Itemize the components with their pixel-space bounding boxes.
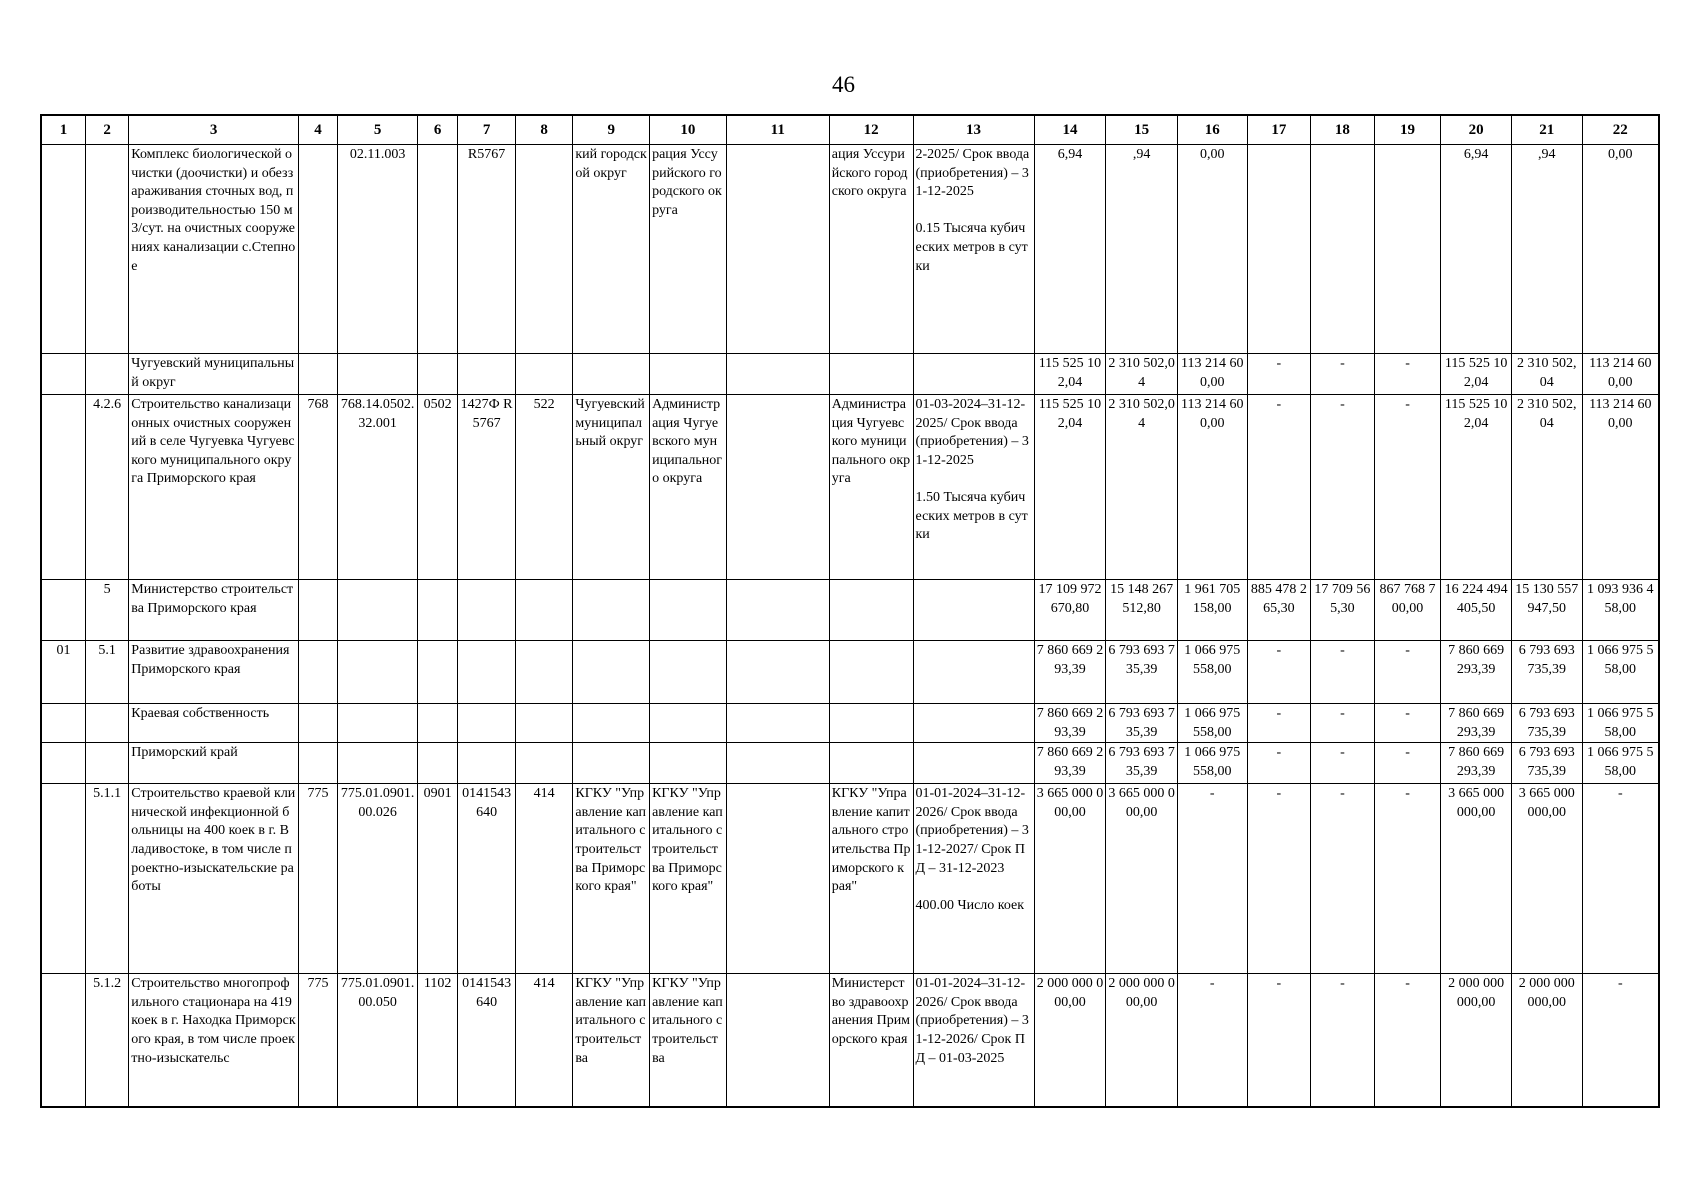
table-cell-col-15: 15 148 267 512,80: [1106, 580, 1178, 641]
table-cell-col-10: [650, 641, 727, 704]
table-cell-col-17: -: [1247, 395, 1311, 580]
table-cell-col-5: 775.01.0901.00.026: [338, 784, 418, 974]
table-cell-col-20: 16 224 494 405,50: [1441, 580, 1512, 641]
column-header-11: 11: [726, 115, 829, 145]
table-cell-col-1: [41, 395, 85, 580]
table-cell-col-14: 3 665 000 000,00: [1034, 784, 1106, 974]
table-cell-col-14: 115 525 102,04: [1034, 395, 1106, 580]
table-cell-col-4: [298, 743, 337, 784]
table-cell-col-12: Министерство здравоохранения Приморского края: [829, 974, 913, 1108]
column-header-14: 14: [1034, 115, 1106, 145]
table-cell-col-9: [573, 743, 650, 784]
column-header-3: 3: [129, 115, 299, 145]
table-row: [41, 743, 1659, 784]
page-number: 46: [832, 72, 855, 97]
table-cell-col-13: 2-2025/ Срок ввода (приобретения) – 31-12-2025 0.15 Тысяча кубических метров в сутки: [913, 145, 1034, 354]
table-cell-col-13: [913, 704, 1034, 743]
table-cell-col-8: 522: [515, 395, 573, 580]
column-header-20: 20: [1441, 115, 1512, 145]
table-cell-col-1: 01: [41, 641, 85, 704]
table-cell-col-9: КГКУ "Управление капитального строительства: [573, 974, 650, 1108]
table-cell-col-22: 113 214 600,00: [1582, 395, 1659, 580]
table-cell-col-15: 6 793 693 735,39: [1106, 704, 1178, 743]
table-cell-col-6: 0502: [417, 395, 457, 580]
table-cell-col-13: [913, 743, 1034, 784]
table-cell-col-20: 6,94: [1441, 145, 1512, 354]
table-cell-col-21: 6 793 693 735,39: [1511, 641, 1582, 704]
table-cell-col-19: -: [1374, 974, 1441, 1108]
table-cell-col-18: [1311, 145, 1375, 354]
column-header-22: 22: [1582, 115, 1659, 145]
column-header-8: 8: [515, 115, 573, 145]
table-cell-col-12: [829, 354, 913, 395]
table-cell-col-12: Администрация Чугуевского муниципального округа: [829, 395, 913, 580]
table-cell-col-13: [913, 580, 1034, 641]
table-cell-col-17: -: [1247, 743, 1311, 784]
table-cell-col-5: [338, 354, 418, 395]
table-cell-col-7: R5767: [458, 145, 516, 354]
table-cell-col-10: Администрация Чугуевского муниципального округа: [650, 395, 727, 580]
table-cell-col-3: Приморский край: [129, 743, 299, 784]
table-cell-col-6: [417, 704, 457, 743]
table-cell-col-16: 1 961 705 158,00: [1177, 580, 1247, 641]
table-cell-col-4: [298, 354, 337, 395]
table-cell-col-16: 113 214 600,00: [1177, 354, 1247, 395]
table-cell-col-17: [1247, 145, 1311, 354]
table-cell-col-7: [458, 354, 516, 395]
table-cell-col-22: 113 214 600,00: [1582, 354, 1659, 395]
table-cell-col-20: 7 860 669 293,39: [1441, 641, 1512, 704]
table-cell-col-1: [41, 784, 85, 974]
column-header-10: 10: [650, 115, 727, 145]
table-cell-col-13: 01-01-2024–31-12-2026/ Срок ввода (приобретения) – 31-12-2026/ Срок ПД – 01-03-2025: [913, 974, 1034, 1108]
column-header-12: 12: [829, 115, 913, 145]
table-cell-col-16: -: [1177, 974, 1247, 1108]
column-header-4: 4: [298, 115, 337, 145]
table-cell-col-17: -: [1247, 974, 1311, 1108]
table-cell-col-1: [41, 580, 85, 641]
table-cell-col-9: [573, 641, 650, 704]
table-cell-col-8: [515, 641, 573, 704]
table-cell-col-21: 3 665 000 000,00: [1511, 784, 1582, 974]
table-cell-col-3: Строительство канализационных очистных сооружений в селе Чугуевка Чугуевского муниципального округа Приморского края: [129, 395, 299, 580]
table-cell-col-21: 15 130 557 947,50: [1511, 580, 1582, 641]
table-cell-col-21: ,94: [1511, 145, 1582, 354]
table-cell-col-11: [726, 641, 829, 704]
table-cell-col-1: [41, 704, 85, 743]
table-cell-col-6: [417, 641, 457, 704]
table-cell-col-19: -: [1374, 641, 1441, 704]
table-cell-col-18: -: [1311, 641, 1375, 704]
table-row: [41, 704, 1659, 743]
table-cell-col-10: [650, 704, 727, 743]
table-cell-col-18: -: [1311, 743, 1375, 784]
table-row: [41, 641, 1659, 704]
table-cell-col-8: 414: [515, 974, 573, 1108]
table-cell-col-14: 7 860 669 293,39: [1034, 641, 1106, 704]
table-cell-col-18: -: [1311, 784, 1375, 974]
column-header-17: 17: [1247, 115, 1311, 145]
table-cell-col-2: [85, 704, 128, 743]
table-cell-col-3: Строительство краевой клинической инфекционной больницы на 400 коек в г. Владивостоке, в том числе проектно-изыскательские работы: [129, 784, 299, 974]
table-cell-col-2: 5: [85, 580, 128, 641]
table-cell-col-14: 7 860 669 293,39: [1034, 704, 1106, 743]
table-cell-col-17: -: [1247, 354, 1311, 395]
table-cell-col-14: 17 109 972 670,80: [1034, 580, 1106, 641]
table-cell-col-19: -: [1374, 354, 1441, 395]
table-cell-col-6: 0901: [417, 784, 457, 974]
table-cell-col-15: 2 000 000 000,00: [1106, 974, 1178, 1108]
table-row: [41, 145, 1659, 354]
table-cell-col-9: КГКУ "Управление капитального строительства Приморского края": [573, 784, 650, 974]
table-row: [41, 354, 1659, 395]
table-cell-col-8: 414: [515, 784, 573, 974]
table-cell-col-8: [515, 704, 573, 743]
table-cell-col-5: 768.14.0502.32.001: [338, 395, 418, 580]
table-row: [41, 974, 1659, 1108]
table-cell-col-11: [726, 743, 829, 784]
table-cell-col-7: 0141543640: [458, 974, 516, 1108]
table-cell-col-18: -: [1311, 974, 1375, 1108]
table-cell-col-4: 775: [298, 784, 337, 974]
table-cell-col-6: [417, 580, 457, 641]
table-cell-col-2: 5.1.1: [85, 784, 128, 974]
table-cell-col-19: -: [1374, 743, 1441, 784]
table-cell-col-9: [573, 354, 650, 395]
table-cell-col-21: 2 310 502,04: [1511, 354, 1582, 395]
table-cell-col-22: 1 066 975 558,00: [1582, 743, 1659, 784]
column-header-7: 7: [458, 115, 516, 145]
table-cell-col-14: 7 860 669 293,39: [1034, 743, 1106, 784]
table-cell-col-2: 4.2.6: [85, 395, 128, 580]
table-cell-col-15: ,94: [1106, 145, 1178, 354]
column-header-9: 9: [573, 115, 650, 145]
table-cell-col-11: [726, 704, 829, 743]
table-cell-col-4: [298, 145, 337, 354]
table-cell-col-6: [417, 743, 457, 784]
table-cell-col-11: [726, 145, 829, 354]
table-cell-col-21: 6 793 693 735,39: [1511, 743, 1582, 784]
table-cell-col-3: Развитие здравоохранения Приморского края: [129, 641, 299, 704]
table-cell-col-21: 6 793 693 735,39: [1511, 704, 1582, 743]
table-cell-col-7: [458, 580, 516, 641]
table-cell-col-7: [458, 704, 516, 743]
table-cell-col-3: Министерство строительства Приморского края: [129, 580, 299, 641]
table-cell-col-22: 1 066 975 558,00: [1582, 641, 1659, 704]
table-cell-col-2: [85, 743, 128, 784]
table-cell-col-4: [298, 704, 337, 743]
table-cell-col-21: 2 310 502,04: [1511, 395, 1582, 580]
table-cell-col-10: [650, 354, 727, 395]
table-cell-col-16: 0,00: [1177, 145, 1247, 354]
table-cell-col-11: [726, 580, 829, 641]
table-cell-col-15: 3 665 000 000,00: [1106, 784, 1178, 974]
table-cell-col-2: 5.1.2: [85, 974, 128, 1108]
table-row: [41, 580, 1659, 641]
table-cell-col-4: 768: [298, 395, 337, 580]
table-cell-col-1: [41, 354, 85, 395]
table-cell-col-12: ация Уссурийского городского округа: [829, 145, 913, 354]
table-row: [41, 784, 1659, 974]
table-cell-col-4: [298, 580, 337, 641]
table-cell-col-13: [913, 354, 1034, 395]
table-cell-col-19: [1374, 145, 1441, 354]
table-cell-col-15: 6 793 693 735,39: [1106, 743, 1178, 784]
table-cell-col-1: [41, 743, 85, 784]
table-cell-col-20: 7 860 669 293,39: [1441, 704, 1512, 743]
column-header-21: 21: [1511, 115, 1582, 145]
table-cell-col-12: [829, 704, 913, 743]
table-cell-col-12: [829, 580, 913, 641]
column-header-13: 13: [913, 115, 1034, 145]
table-cell-col-18: -: [1311, 354, 1375, 395]
table-cell-col-19: -: [1374, 704, 1441, 743]
table-cell-col-18: -: [1311, 704, 1375, 743]
table-cell-col-22: 1 093 936 458,00: [1582, 580, 1659, 641]
table-cell-col-16: -: [1177, 784, 1247, 974]
column-header-18: 18: [1311, 115, 1375, 145]
table-cell-col-3: Чугуевский муниципальный округ: [129, 354, 299, 395]
column-header-6: 6: [417, 115, 457, 145]
table-cell-col-14: 6,94: [1034, 145, 1106, 354]
table-cell-col-7: 1427Ф R5767: [458, 395, 516, 580]
table-cell-col-8: [515, 354, 573, 395]
table-cell-col-10: рация Уссурийского городского округа: [650, 145, 727, 354]
table-cell-col-3: Комплекс биологической очистки (доочистки) и обеззараживания сточных вод, производительностью 150 м3/сут. на очистных сооружениях канализации с.Степное: [129, 145, 299, 354]
table-cell-col-15: 2 310 502,04: [1106, 395, 1178, 580]
table-cell-col-5: [338, 641, 418, 704]
table-cell-col-5: 775.01.0901.00.050: [338, 974, 418, 1108]
table-header-row: [41, 115, 1659, 145]
table-cell-col-13: 01-03-2024–31-12-2025/ Срок ввода (приобретения) – 31-12-2025 1.50 Тысяча кубических метров в сутки: [913, 395, 1034, 580]
table-cell-col-2: [85, 354, 128, 395]
table-cell-col-4: [298, 641, 337, 704]
table-cell-col-1: [41, 145, 85, 354]
table-cell-col-11: [726, 784, 829, 974]
table-cell-col-8: [515, 743, 573, 784]
table-cell-col-12: [829, 743, 913, 784]
column-header-16: 16: [1177, 115, 1247, 145]
table-cell-col-10: КГКУ "Управление капитального строительства: [650, 974, 727, 1108]
table-cell-col-10: КГКУ "Управление капитального строительства Приморского края": [650, 784, 727, 974]
table-cell-col-7: 0141543640: [458, 784, 516, 974]
table-cell-col-15: 2 310 502,04: [1106, 354, 1178, 395]
table-cell-col-16: 1 066 975 558,00: [1177, 743, 1247, 784]
table-cell-col-18: -: [1311, 395, 1375, 580]
table-cell-col-19: -: [1374, 784, 1441, 974]
table-cell-col-20: 3 665 000 000,00: [1441, 784, 1512, 974]
table-cell-col-8: [515, 145, 573, 354]
table-cell-col-8: [515, 580, 573, 641]
table-cell-col-12: КГКУ "Управление капитального строительства Приморского края": [829, 784, 913, 974]
table-cell-col-13: [913, 641, 1034, 704]
table-row: [41, 395, 1659, 580]
table-cell-col-9: Чугуевский муниципальный округ: [573, 395, 650, 580]
table-cell-col-22: -: [1582, 784, 1659, 974]
table-cell-col-6: [417, 145, 457, 354]
table-cell-col-6: 1102: [417, 974, 457, 1108]
table-cell-col-15: 6 793 693 735,39: [1106, 641, 1178, 704]
table-cell-col-12: [829, 641, 913, 704]
table-cell-col-20: 115 525 102,04: [1441, 354, 1512, 395]
table-cell-col-22: -: [1582, 974, 1659, 1108]
table-cell-col-17: -: [1247, 704, 1311, 743]
table-cell-col-17: 885 478 265,30: [1247, 580, 1311, 641]
table-cell-col-5: [338, 704, 418, 743]
table-cell-col-3: Краевая собственность: [129, 704, 299, 743]
table-cell-col-18: 17 709 565,30: [1311, 580, 1375, 641]
table-cell-col-2: [85, 145, 128, 354]
table-cell-col-13: 01-01-2024–31-12-2026/ Срок ввода (приобретения) – 31-12-2027/ Срок ПД – 31-12-2023 400.00 Число коек: [913, 784, 1034, 974]
table-cell-col-17: -: [1247, 784, 1311, 974]
table-cell-col-11: [726, 974, 829, 1108]
budget-table: [40, 114, 1660, 1108]
table-cell-col-10: [650, 743, 727, 784]
table-cell-col-5: [338, 743, 418, 784]
column-header-19: 19: [1374, 115, 1441, 145]
table-cell-col-22: 1 066 975 558,00: [1582, 704, 1659, 743]
table-cell-col-19: 867 768 700,00: [1374, 580, 1441, 641]
table-cell-col-10: [650, 580, 727, 641]
table-cell-col-6: [417, 354, 457, 395]
table-cell-col-11: [726, 354, 829, 395]
table-cell-col-20: 7 860 669 293,39: [1441, 743, 1512, 784]
table-cell-col-16: 113 214 600,00: [1177, 395, 1247, 580]
column-header-5: 5: [338, 115, 418, 145]
table-cell-col-9: [573, 580, 650, 641]
table-cell-col-7: [458, 743, 516, 784]
table-cell-col-9: кий городской округ: [573, 145, 650, 354]
table-cell-col-1: [41, 974, 85, 1108]
column-header-15: 15: [1106, 115, 1178, 145]
table-cell-col-2: 5.1: [85, 641, 128, 704]
table-cell-col-16: 1 066 975 558,00: [1177, 704, 1247, 743]
table-cell-col-4: 775: [298, 974, 337, 1108]
table-cell-col-21: 2 000 000 000,00: [1511, 974, 1582, 1108]
table-cell-col-7: [458, 641, 516, 704]
table-cell-col-3: Строительство многопрофильного стационара на 419 коек в г. Находка Приморского края, в том числе проектно-изыскательс: [129, 974, 299, 1108]
table-cell-col-19: -: [1374, 395, 1441, 580]
column-header-2: 2: [85, 115, 128, 145]
table-cell-col-16: 1 066 975 558,00: [1177, 641, 1247, 704]
table-cell-col-5: [338, 580, 418, 641]
table-cell-col-20: 2 000 000 000,00: [1441, 974, 1512, 1108]
table-cell-col-20: 115 525 102,04: [1441, 395, 1512, 580]
table-cell-col-9: [573, 704, 650, 743]
table-cell-col-22: 0,00: [1582, 145, 1659, 354]
table-cell-col-5: 02.11.003: [338, 145, 418, 354]
table-cell-col-14: 2 000 000 000,00: [1034, 974, 1106, 1108]
column-header-1: 1: [41, 115, 85, 145]
table-cell-col-14: 115 525 102,04: [1034, 354, 1106, 395]
table-cell-col-17: -: [1247, 641, 1311, 704]
table-cell-col-11: [726, 395, 829, 580]
